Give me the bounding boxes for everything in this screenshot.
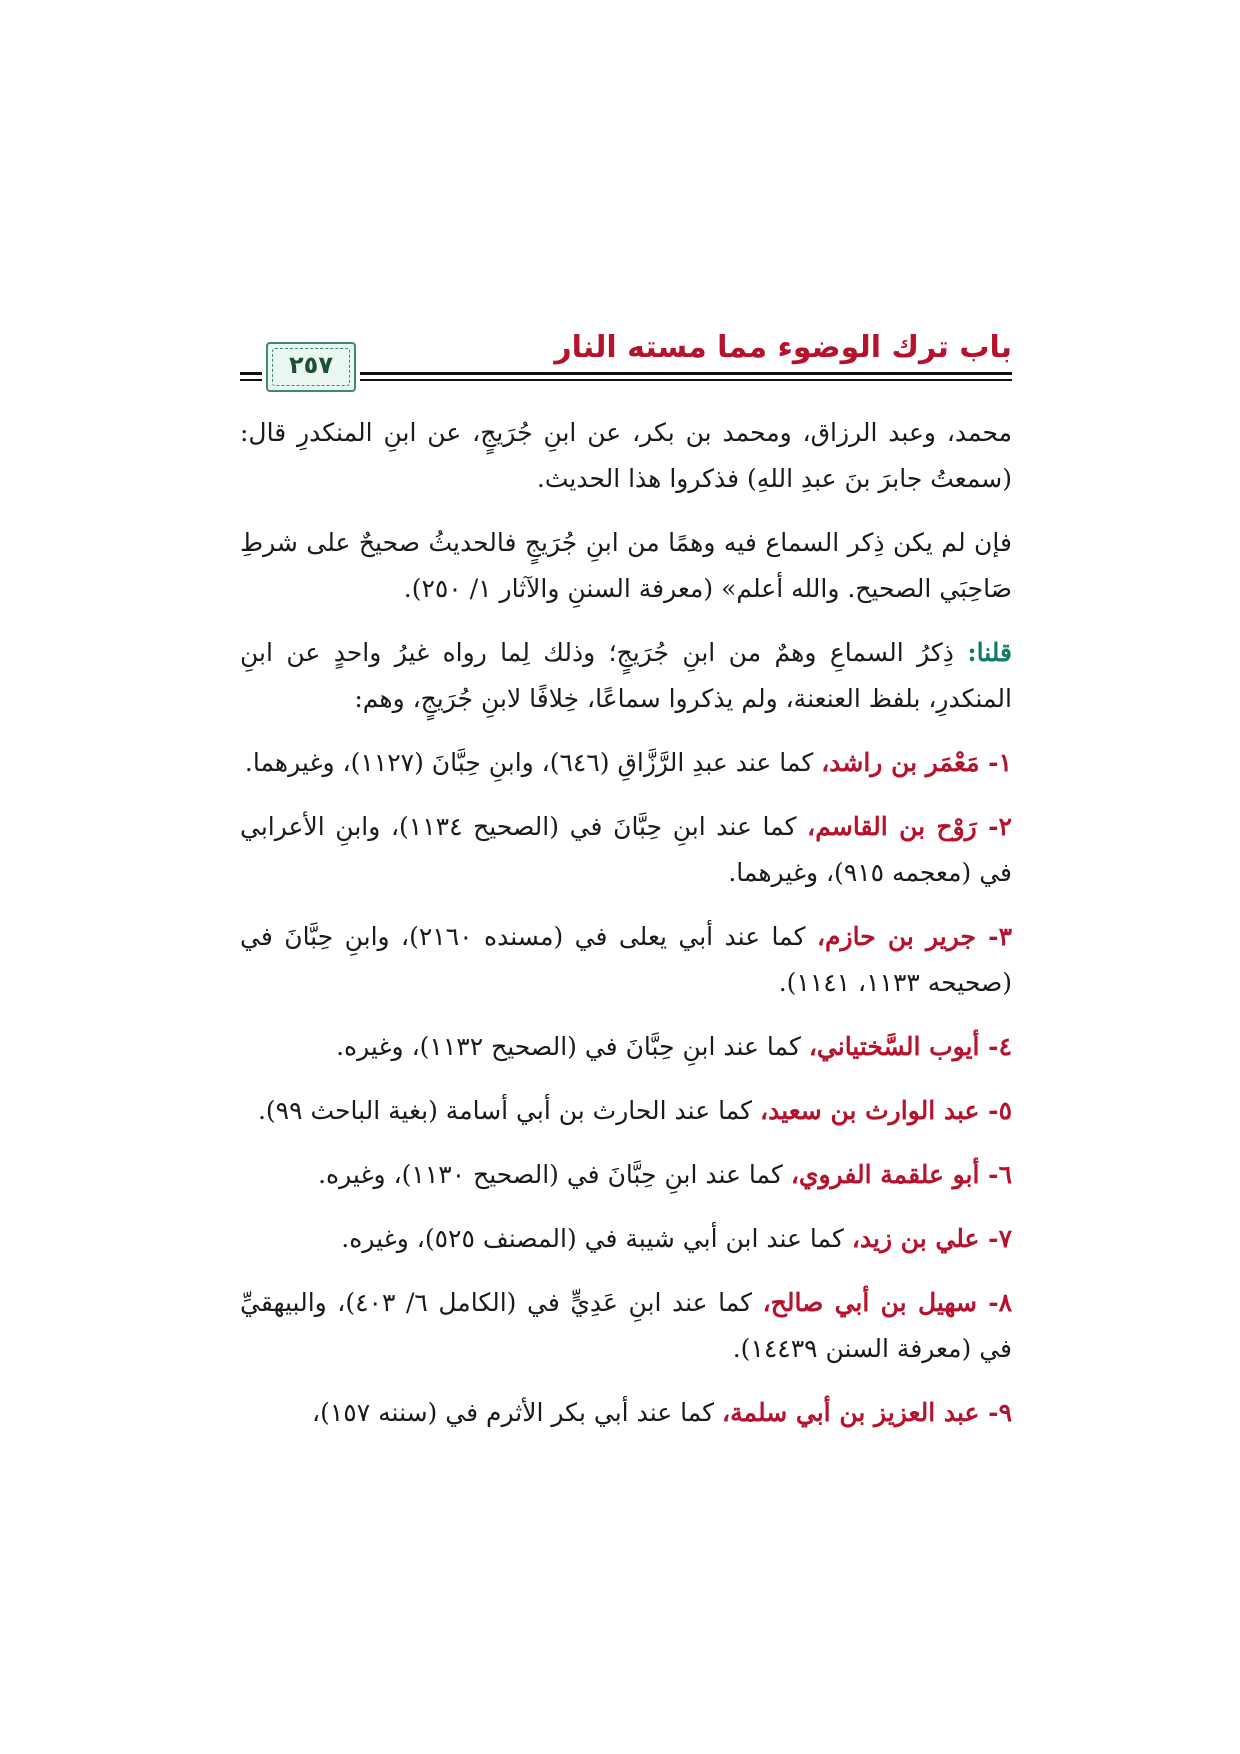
header-rule-top (360, 372, 1012, 375)
list-item (240, 804, 1012, 896)
paragraph-text: ذِكرُ السماعِ وهمٌ من ابنِ جُرَيجٍ؛ وذلك لِما رواه غيرُ واحدٍ عن ابنِ المنكدرِ، بلفظ العنعنة، ولم يذكروا سماعًا، خِلافًا لابنِ جُرَيجٍ، وهم: (240, 638, 1012, 713)
header-rule-bottom (360, 379, 1012, 381)
narrator-name: مَعْمَر بن راشد، (821, 748, 980, 777)
page-number: ٢٥٧ (289, 351, 333, 379)
item-text: كما عند الحارث بن أبي أسامة (بغية الباحث ٩٩). (257, 1096, 760, 1125)
list-item (240, 1216, 1012, 1262)
item-number: ٧- (979, 1224, 1012, 1253)
item-number: ٥- (979, 1096, 1012, 1125)
list-item (240, 740, 1012, 786)
narrator-name: أيوب السَّختياني، (808, 1032, 980, 1061)
list-item (240, 1024, 1012, 1070)
item-number: ١- (979, 748, 1012, 777)
list-item (240, 1088, 1012, 1134)
list-item (240, 914, 1012, 1006)
item-text: كما عند أبي بكر الأثرم في (سننه ١٥٧)، (312, 1398, 723, 1427)
list-item (240, 1390, 1012, 1436)
paragraph-quote (240, 520, 1012, 612)
list-item (240, 1152, 1012, 1198)
paragraph-qulna (240, 630, 1012, 722)
page-number-frame (266, 342, 356, 392)
list-item (240, 1280, 1012, 1372)
header-rule-left-bottom (240, 379, 262, 381)
narrator-name: عبد الوارث بن سعيد، (760, 1096, 980, 1125)
item-number: ٨- (976, 1288, 1013, 1317)
item-number: ٣- (976, 922, 1012, 951)
paragraph-text: فإن لم يكن ذِكر السماع فيه وهمًا من ابنِ جُرَيجٍ فالحديثُ صحيحٌ على شرطِ صَاحِبَي الصحيح. والله أعلم» (معرفة السننِ والآثار ١/ ٢٥٠). (240, 528, 1012, 603)
item-text: كما عند ابن أبي شيبة في (المصنف ٥٢٥)، وغيره. (341, 1224, 852, 1253)
item-text: كما عند ابنِ حِبَّانَ في (الصحيح ١١٣٠)، وغيره. (318, 1160, 791, 1189)
item-text: كما عند عبدِ الرَّزَّاقِ (٦٤٦)، وابنِ حِبَّانَ (١١٢٧)، وغيرهما. (244, 748, 822, 777)
item-number: ٤- (979, 1032, 1012, 1061)
page-body (240, 410, 1012, 1454)
item-number: ٢- (976, 812, 1012, 841)
chapter-title: باب ترك الوضوء مما مسته النار (554, 330, 1012, 365)
narrator-name: رَوْح بن القاسم، (807, 812, 977, 841)
paragraph-text: محمد، وعبد الرزاق، ومحمد بن بكر، عن ابنِ جُرَيجٍ، عن ابنِ المنكدرِ قال: (سمعتُ جابرَ بنَ عبدِ اللهِ) فذكروا هذا الحديث. (240, 418, 1012, 493)
narrator-name: أبو علقمة الفروي، (790, 1160, 980, 1189)
narrator-name: علي بن زيد، (851, 1224, 980, 1253)
item-text: كما عند ابنِ حِبَّانَ في (الصحيح ١١٣٤)، وابنِ الأعرابي في (معجمه ٩١٥)، وغيرهما. (240, 812, 1012, 887)
narrator-name: جرير بن حازم، (816, 922, 976, 951)
paragraph-intro (240, 410, 1012, 502)
narrator-name: عبد العزيز بن أبي سلمة، (722, 1398, 980, 1427)
item-number: ٩- (979, 1398, 1012, 1427)
qulna-label: قلنا: (967, 638, 1012, 667)
item-text: كما عند أبي يعلى في (مسنده ٢١٦٠)، وابنِ حِبَّانَ في (صحيحه ١١٣٣، ١١٤١). (240, 922, 1012, 997)
page-header (240, 328, 1012, 392)
narrator-name: سهيل بن أبي صالح، (762, 1288, 977, 1317)
header-rule-left-top (240, 372, 262, 375)
item-text: كما عند ابنِ عَدِيٍّ في (الكامل ٦/ ٤٠٣)، والبيهقيِّ في (معرفة السنن ١٤٤٣٩). (240, 1288, 1012, 1363)
item-text: كما عند ابنِ حِبَّانَ في (الصحيح ١١٣٢)، وغيره. (336, 1032, 809, 1061)
item-number: ٦- (979, 1160, 1012, 1189)
